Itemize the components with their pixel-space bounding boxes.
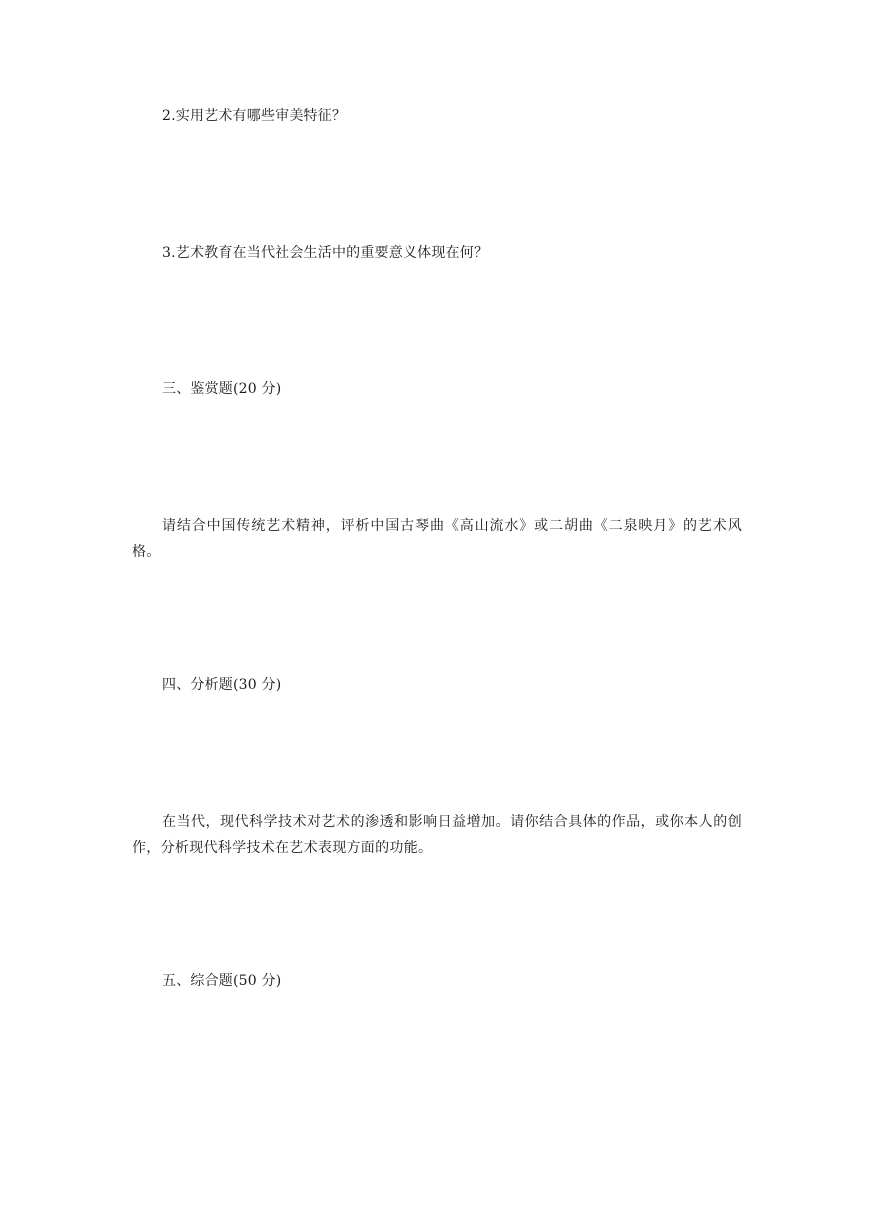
- question-2: 2.实用艺术有哪些审美特征？: [162, 108, 347, 124]
- section-3-prompt: 请结合中国传统艺术精神，评析中国古琴曲《高山流水》或二胡曲《二泉映月》的艺术风格。: [132, 518, 742, 560]
- section-5-heading: 五、综合题(50 分): [162, 973, 282, 989]
- section-4-prompt: 在当代，现代科学技术对艺术的渗透和影响日益增加。请你结合具体的作品，或你本人的创作，分析现代科学技术在艺术表现方面的功能。: [132, 814, 742, 856]
- section-3-heading: 三、鉴赏题(20 分): [162, 381, 282, 397]
- question-3: 3.艺术教育在当代社会生活中的重要意义体现在何？: [162, 245, 489, 261]
- section-4-heading: 四、分析题(30 分): [162, 677, 282, 693]
